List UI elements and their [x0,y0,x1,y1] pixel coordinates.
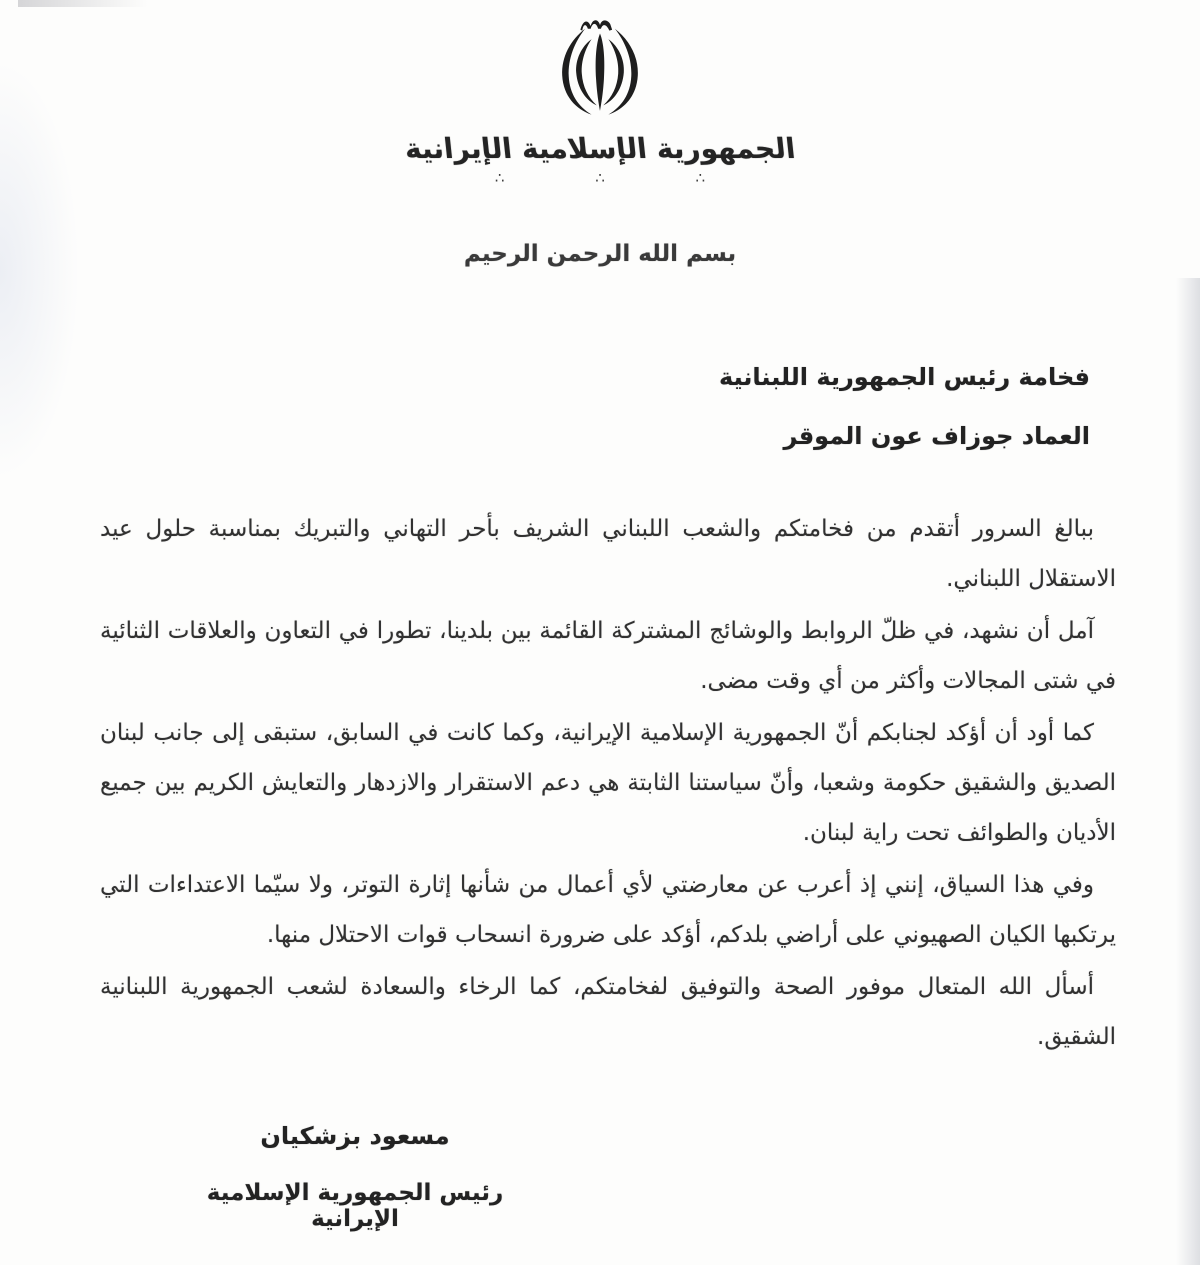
recipient-name: العماد جوزاف عون الموقر [783,422,1090,450]
letter-body [0,504,1200,1062]
recipient-honorific: فخامة رئيس الجمهورية اللبنانية [719,363,1090,391]
signature-title: رئيس الجمهورية الإسلامية الإيرانية [206,1180,504,1232]
letterhead-emblem [0,0,1200,128]
iran-coat-of-arms-icon [537,12,663,124]
body-paragraph: كما أود أن أؤكد لجنابكم أنّ الجمهورية الإسلامية الإيرانية، وكما كانت في السابق، ستبقى إلى جانب لبنان الصديق والشقيق حكومة وشعبا، وأنّ سياستنا الثابتة هي دعم الاستقرار والازدهار والتعايش الكريم بين جميع الأديان والطوائف تحت راية لبنان. [100,720,1116,846]
calligraphy-flourish-dots: ∴ ∴ ∴ [494,169,706,187]
letterhead-country-title: الجمهورية الإسلامية الإيرانية [403,132,797,165]
body-paragraph: أسأل الله المتعال موفور الصحة والتوفيق لفخامتكم، كما الرخاء والسعادة لشعب الجمهورية اللبنانية الشقيق. [100,974,1116,1050]
body-paragraph: آمل أن نشهد، في ظلّ الروابط والوشائج المشتركة القائمة بين بلدينا، تطورا في التعاون والعلاقات الثنائية في شتى المجالات وأكثر من أي وقت مضى. [100,618,1116,694]
body-paragraph: ببالغ السرور أتقدم من فخامتكم والشعب اللبناني الشريف بأحر التهاني والتبريك بمناسبة حلول عيد الاستقلال اللبناني. [100,516,1116,592]
body-paragraph: وفي هذا السياق، إنني إذ أعرب عن معارضتي لأي أعمال من شأنها إثارة التوتر، ولا سيّما الاعتداءات التي يرتكبها الكيان الصهيوني على أراضي بلدكم، أؤكد على ضرورة انسحاب قوات الاحتلال منها. [100,872,1116,948]
recipient-block [0,363,1200,450]
bismillah-line: بسم الله الرحمن الرحيم [463,241,737,267]
signature-name: مسعود بزشكيان [260,1122,450,1150]
signature-block [205,1122,505,1232]
